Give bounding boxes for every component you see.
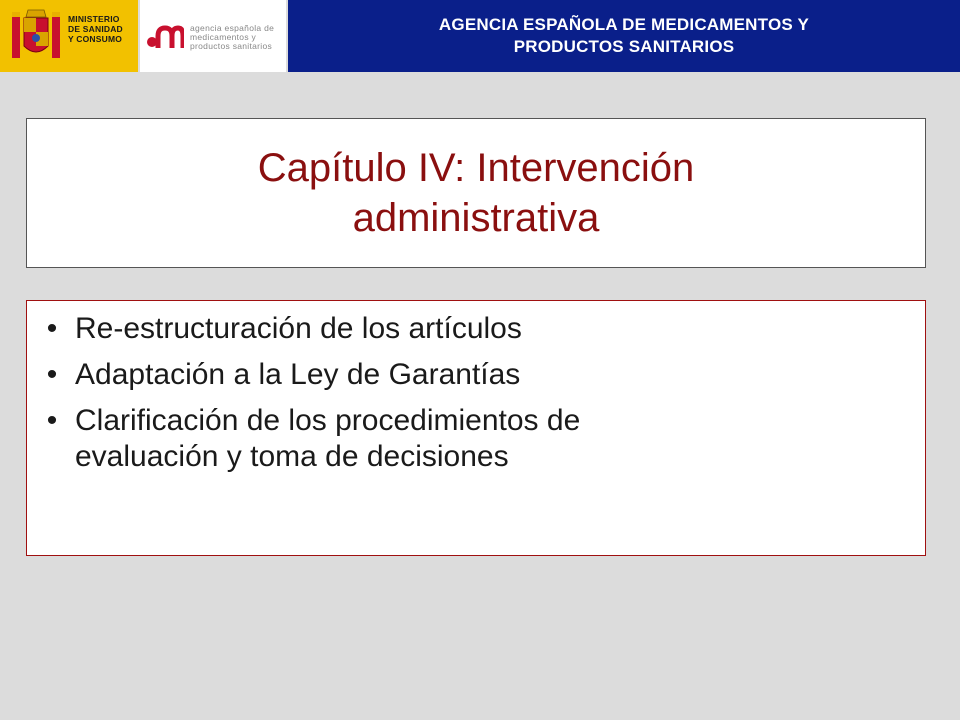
slide-title-box [26, 118, 926, 268]
bullet-glyph: • [46, 404, 58, 437]
bullet-text: Adaptación a la Ley de Garantías [75, 358, 521, 391]
agency-am-logo-icon [146, 22, 184, 52]
bullet-glyph: • [46, 312, 58, 345]
bullet-text: Clarificación de los procedimientos de evaluación y toma de decisiones [75, 404, 581, 473]
bullet-item [27, 357, 925, 393]
bullet-item [27, 311, 925, 347]
bullet-glyph: • [46, 358, 58, 391]
ministry-name: MINISTERIO DE SANIDAD Y CONSUMO [68, 14, 123, 44]
bullet-list [27, 301, 925, 475]
coat-of-arms-icon [8, 8, 64, 66]
header-title: AGENCIA ESPAÑOLA DE MEDICAMENTOS Y PRODUCTOS SANITARIOS [438, 15, 810, 56]
agency-logo-block [140, 0, 286, 72]
agency-name: agencia española de medicamentos y productos sanitarios [190, 23, 275, 51]
header [0, 0, 960, 72]
ministry-logo-block [0, 0, 138, 72]
bullet-text: Re-estructuración de los artículos [75, 312, 522, 345]
slide-content-box [26, 300, 926, 556]
bullet-item [27, 403, 925, 475]
slide-title: Capítulo IV: Intervención administrativa [257, 146, 695, 240]
header-title-bar [288, 0, 960, 72]
